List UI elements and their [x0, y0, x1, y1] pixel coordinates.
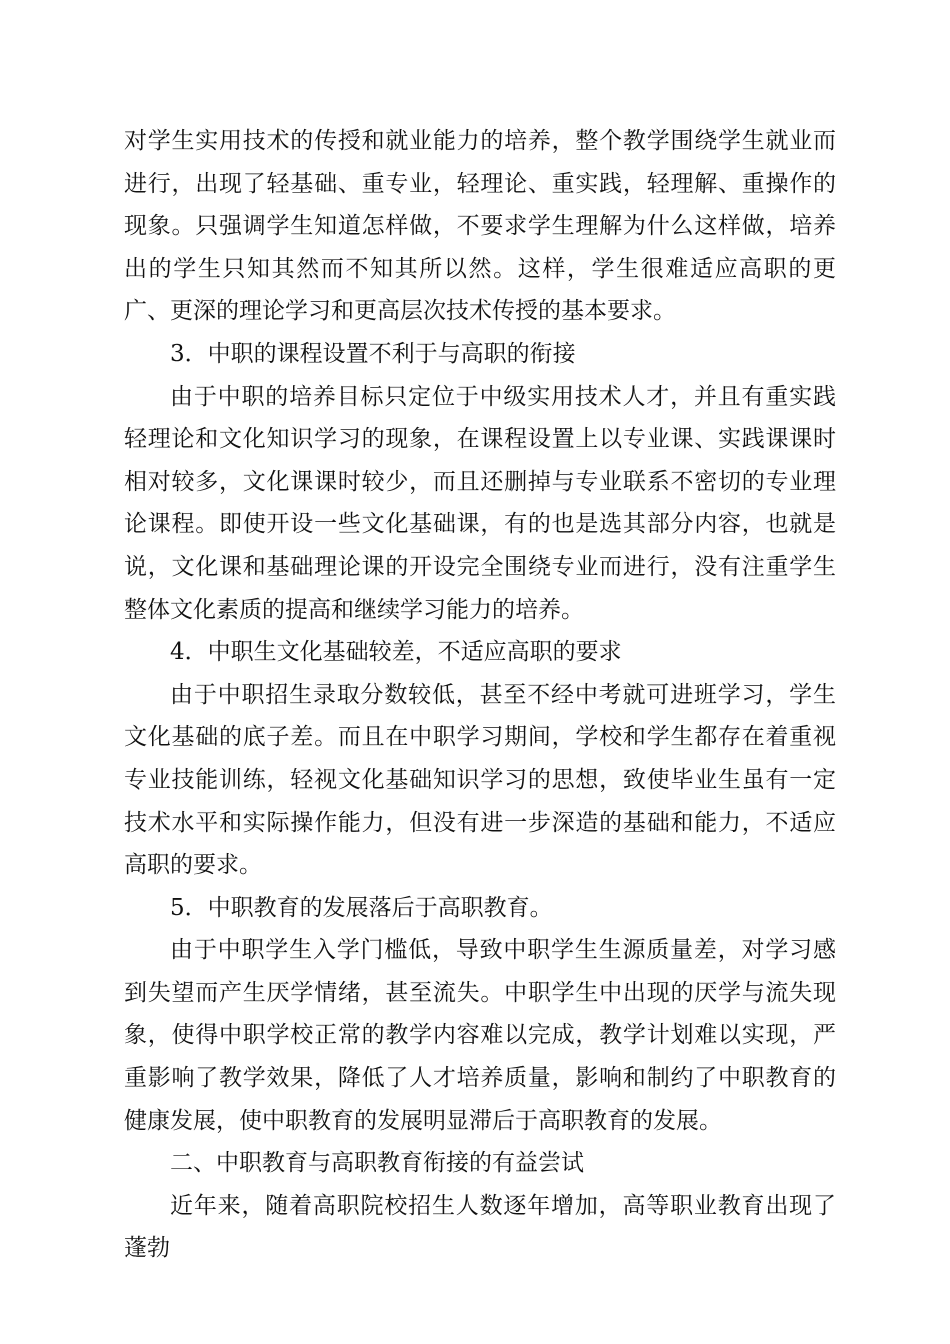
paragraph-recent-years: 近年来，随着高职院校招生人数逐年增加，高等职业教育出现了蓬勃 — [124, 1192, 836, 1262]
paragraph-continuation: 对学生实用技术的传授和就业能力的培养，整个教学围绕学生就业而进行，出现了轻基础、重专业，轻理论、重实践，轻理解、重操作的现象。只强调学生知道怎样做，不要求学生理解为什么这样做，培养出的学生只知其然而不知其所以然。这样，学生很难适应高职的更广、更深的理论学习和更高层次技术传授的基本要求。 — [124, 128, 836, 325]
section-heading-4: 4．中职生文化基础较差，不适应高职的要求 — [170, 639, 622, 666]
document-body — [124, 120, 836, 1270]
section-heading-3: 3．中职的课程设置不利于与高职的衔接 — [170, 340, 576, 367]
paragraph-cultural-foundation: 由于中职招生录取分数较低，甚至不经中考就可进班学习，学生文化基础的底子差。而且在中职学习期间，学校和学生都存在着重视专业技能训练，轻视文化基础知识学习的思想，致使毕业生虽有一定技术水平和实际操作能力，但没有进一步深造的基础和能力，不适应高职的要求。 — [124, 681, 836, 879]
paragraph-curriculum: 由于中职的培养目标只定位于中级实用技术人才，并且有重实践轻理论和文化知识学习的现象，在课程设置上以专业课、实践课课时相对较多，文化课课时较少，而且还删掉与专业联系不密切的专业理论课程。即使开设一些文化基础课，有的也是选其部分内容，也就是说，文化课和基础理论课的开设完全围绕专业而进行，没有注重学生整体文化素质的提高和继续学习能力的培养。 — [124, 383, 836, 623]
section-heading-part-2: 二、中职教育与高职教育衔接的有益尝试 — [170, 1150, 584, 1177]
paragraph-development: 由于中职学生入学门槛低，导致中职学生生源质量差，对学习感到失望而产生厌学情绪，甚至流失。中职学生中出现的厌学与流失现象，使得中职学校正常的教学内容难以完成，教学计划难以实现，严重影响了教学效果，降低了人才培养质量，影响和制约了中职教育的健康发展，使中职教育的发展明显滞后于高职教育的发展。 — [124, 937, 836, 1134]
section-heading-5: 5．中职教育的发展落后于高职教育。 — [170, 894, 553, 921]
